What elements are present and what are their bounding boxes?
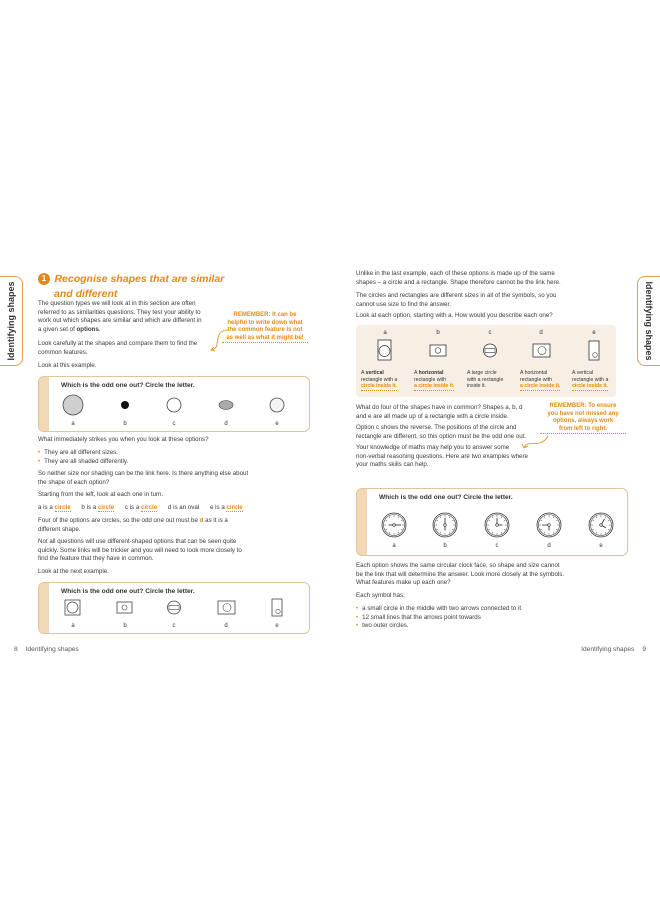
common-paragraph [356,404,522,421]
intro-text: a given set of [38,325,77,333]
caption-line: A large circle [467,370,497,376]
next-example-text: Look at the next example. [38,568,109,575]
option-b-label[interactable]: b [123,421,127,427]
notall-line: Not all questions will use different-shaped options that can be seen quite [38,538,237,545]
each-line: be the link that will determine the answer. Look more closely at the symbols. [356,570,565,578]
panel-c-shape [484,344,497,357]
each-line: Each option shows the same circular clock face, so shape and size cannot [356,562,560,569]
four-line: different shape. [38,525,81,533]
option-paragraph [356,424,526,441]
remember-line: helpful to write down what [227,319,303,326]
panel-label-c: c [488,330,492,336]
intro-paragraph [38,300,218,334]
seq-highlight: circle [141,504,158,511]
panel-label-b: b [436,330,440,336]
remember-arrow-left [208,328,230,354]
option-d-rect-circle [218,601,235,614]
heading-number-badge: 1 [38,273,50,285]
seq-item-c [125,504,157,511]
seq-item-d [168,504,199,511]
panel-label-d: d [539,330,543,336]
option-e-label[interactable]: e [275,421,279,427]
symbol-has-text: Each symbol has: [356,592,405,599]
bullet-item: • They are all different sizes. [38,449,128,458]
remember-line: REMEMBER: To ensure [549,403,617,409]
caption-text: A [414,370,419,376]
caption-line: rectangle with [520,376,553,383]
bullet-list-1 [38,449,128,466]
remember-note-left [222,312,308,343]
option-a-large-grey-circle [63,395,83,415]
starting-text: Starting from the left, look at each one in turn. [38,491,164,498]
common-line: and e are all made up of a rectangle with a circle inside. [356,412,509,420]
seq-text: e is a [209,504,227,511]
side-tab-left [0,276,23,366]
clock-face-c [485,513,509,537]
caption-b [414,370,462,391]
seq-highlight: circle [226,504,243,511]
remember-arrow-right [520,434,550,454]
clock-label-b[interactable]: b [443,543,447,549]
seq-item-e [210,504,243,512]
option-b-small-black-circle [121,401,129,409]
caption-highlight: a circle inside it. [414,383,455,390]
caption-line: A horizontal [520,370,548,376]
remember-line: as well as what it might be! [222,335,308,344]
bullet-item: • 12 small lines that the arrows point towards [356,614,521,623]
caption-highlight: circle inside it. [572,383,609,390]
remember-line: REMEMBER: It can be [233,312,297,318]
option-e-tall-rect-circle [272,599,282,616]
look-line: Look carefully at the shapes and compare them to find the [38,340,198,347]
four-text: as it is a [203,517,228,524]
example-panel [356,325,616,397]
option-c-white-circle [167,398,181,412]
p2-line: cannot use size to find the answer. [356,300,451,308]
caption-line: with a rectangle [467,376,504,383]
section-heading [38,270,278,300]
caption-line: rectangle with a [572,376,609,383]
option-a-label[interactable]: a [71,623,75,629]
know-line: your maths skills can help. [356,461,429,469]
caption-line [361,370,409,377]
seq-item-b [81,504,114,511]
caption-d [520,370,568,391]
p2-line: The circles and rectangles are different sizes in all of the symbols, so you [356,292,557,299]
panel-label-e: e [592,330,596,336]
option-a-label[interactable]: a [71,421,75,427]
clock-face-a [382,513,406,537]
question-box-1 [38,376,310,432]
question-1-title: Which is the odd one out? Circle the letter. [61,382,195,389]
option-d-label[interactable]: d [224,623,228,629]
option-c-label[interactable]: c [172,623,176,629]
bullet-item: • a small circle in the middle with two arrows connected to it [356,605,521,614]
option-d-grey-oval [219,401,233,410]
question-3-title: Which is the odd one out? Circle the letter. [379,494,513,501]
panel-d-shape [533,344,550,357]
caption-highlight: circle inside it. [361,383,398,390]
intro-line: The question types we will look at in this section are often [38,300,196,307]
caption-line: inside it. [467,383,487,390]
option-a-square-circle [65,600,80,615]
intro-text: . [98,325,101,333]
clock-label-d[interactable]: d [547,543,551,549]
seq-text: c is a [124,504,142,511]
know-line: non-verbal reasoning questions. Here are two examples where [356,452,528,460]
look-paragraph [38,340,218,357]
neither-line: So neither size nor shading can be the link here. Is there anything else about [38,470,249,477]
clock-face-d [537,513,561,537]
right-p1 [356,270,561,287]
option-line: Option c shows the reverse. The positions of the circle and [356,424,517,431]
question-2-title: Which is the odd one out? Circle the letter. [61,588,195,595]
each-paragraph [356,562,564,588]
intro-line: work out which shapes are similar and which are different in [38,317,202,325]
caption-keyword: horizontal [418,370,444,376]
panel-b-shape [430,345,446,356]
intro-line [38,326,218,335]
option-b-rect-circle [117,602,132,613]
notall-paragraph [38,538,242,564]
bullet-item: • They are all shaded differently. [38,458,128,467]
side-tab-left-label: Identifying shapes [6,281,16,361]
knowledge-paragraph [356,444,528,470]
footer-right [581,646,646,653]
caption-highlight: a circle inside it. [520,383,561,390]
footer-left [14,646,79,653]
option-e-light-circle [270,398,284,412]
right-p2 [356,292,556,309]
four-text: Four of the options are circles, so the odd one out must be [38,517,200,524]
common-line: What do four of the shapes have in common? Shapes a, b, d [356,404,523,411]
side-tab-right [637,276,660,366]
seq-text: a is a [38,504,55,511]
clock-label-c[interactable]: c [495,543,499,549]
notall-line: quickly. Some links will be trickier and you will need to look more closely to [38,546,242,554]
right-p3: Look at each option, starting with a. How would you describe each one? [356,312,553,319]
option-e-label[interactable]: e [275,623,279,629]
clock-face-b [433,513,457,537]
remember-line: the common feature is not [227,327,303,334]
clock-label-e[interactable]: e [599,543,603,549]
know-line: Your knowledge of maths may help you to answer some [356,444,510,451]
notall-line: find the feature that they have in common. [38,555,154,563]
p1-line: Unlike in the last example, each of these options is made up of the same [356,270,555,277]
caption-line: A vertical [572,370,594,376]
caption-keyword: vertical [365,370,384,376]
caption-line: rectangle with a [361,376,398,383]
seq-text: d is an oval [167,504,200,511]
heading-line1: Recognise shapes that are similar [54,272,225,285]
page-number-right: 9 [642,646,646,653]
page-number-left: 8 [14,646,18,653]
look-example: Look at this example. [38,362,97,369]
option-c-label[interactable]: c [172,421,176,427]
look-line: common features. [38,348,88,356]
shape-sequence [38,504,298,513]
clock-face-e [589,513,613,537]
option-b-label[interactable]: b [123,623,127,629]
panel-a-shape [378,340,391,360]
intro-line: referred to as similarities questions. They test your ability to [38,308,201,316]
panel-label-a: a [383,330,387,336]
caption-line [414,370,462,377]
heading-line2: and different [54,288,118,300]
seq-text: b is a [81,504,98,511]
caption-text: A [361,370,366,376]
four-line [38,517,228,526]
bullet-list-2 [356,605,521,631]
side-tab-right-label: Identifying shapes [644,281,654,361]
seq-item-a [38,504,71,511]
footer-left-title: Identifying shapes [25,646,79,653]
p1-line: shapes – a circle and a rectangle. Shape therefore cannot be the link here. [356,278,561,286]
option-c-circle-rect [168,601,181,614]
footer-right-title: Identifying shapes [581,646,635,653]
option-d-label[interactable]: d [224,421,228,427]
remember-line: you have not missed any [547,410,619,417]
remember-line: options, always work [552,418,614,425]
caption-e [572,370,620,391]
caption-a [361,370,409,391]
seq-highlight: circle [54,504,71,511]
answer-d: d [199,517,204,524]
strikes-text: What immediately strikes you when you look at these options? [38,436,209,443]
options-term: options [76,325,99,333]
four-paragraph [38,517,228,534]
each-line: What features make up each one? [356,579,451,587]
neither-line: the shape of each option? [38,478,110,486]
caption-c [467,370,515,390]
question-box-2 [38,582,310,634]
neither-paragraph [38,470,248,487]
bullet-item: • two outer circles. [356,622,521,631]
remember-line: from left to right. [540,426,626,435]
seq-highlight: circle [97,504,115,511]
panel-e-shape [589,341,599,360]
question-box-3 [356,488,628,556]
clock-label-a[interactable]: a [392,543,396,549]
caption-line: rectangle with [414,376,447,383]
remember-note-right [540,403,626,434]
option-line: rectangle are different, so this option must be the odd one out. [356,432,527,440]
